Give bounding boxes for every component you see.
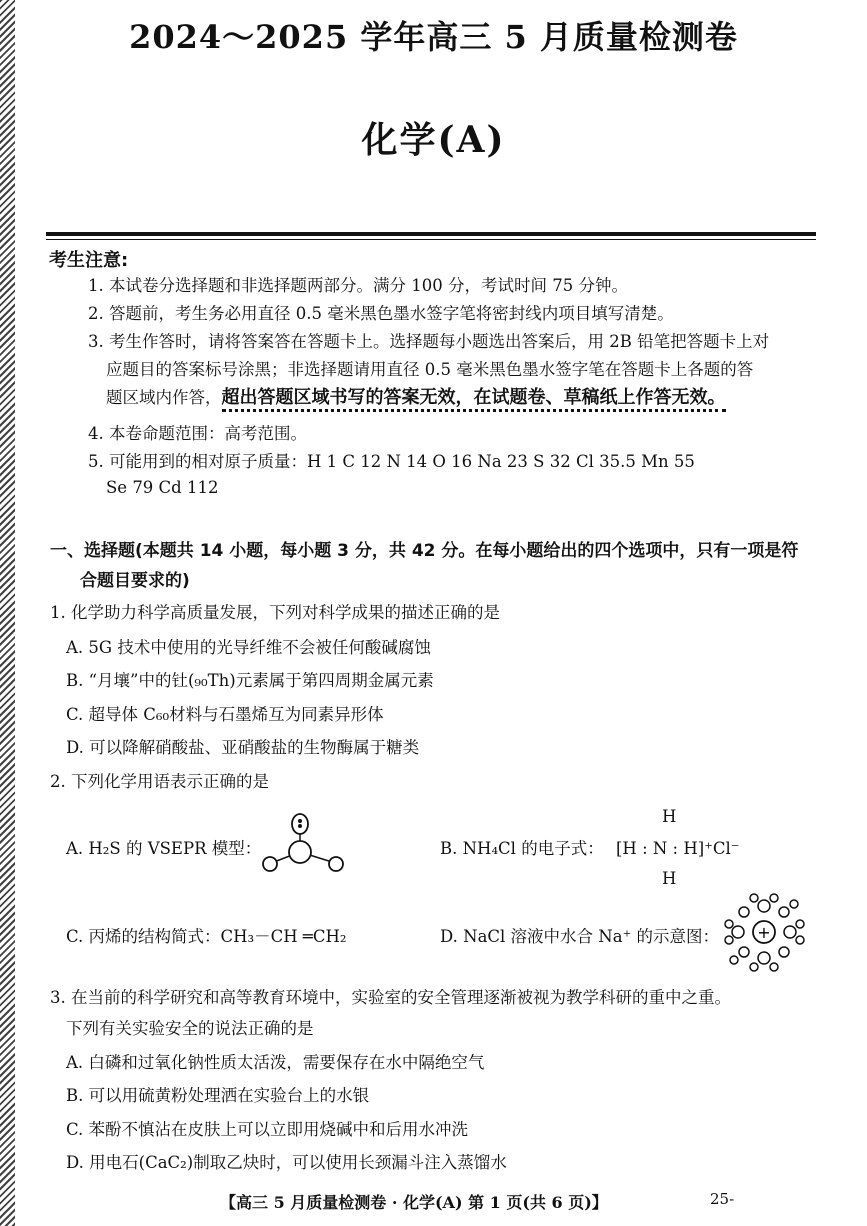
q2-option-a: A. H₂S 的 VSEPR 模型： bbox=[66, 839, 262, 858]
q3-option-d: D. 用电石(CaC₂)制取乙炔时，可以使用长颈漏斗注入蒸馏水 bbox=[66, 1153, 507, 1172]
ion-charge-label: + bbox=[757, 923, 771, 942]
section-heading-line1: 一、选择题(本题共 14 小题，每小题 3 分，共 42 分。在每小题给出的四个选项中，只有一项是符 bbox=[50, 541, 799, 561]
electron-formula: [H : N : H]⁺Cl⁻ bbox=[616, 839, 740, 858]
q1-stem: 1. 化学助力科学高质量发展，下列对科学成果的描述正确的是 bbox=[50, 603, 500, 622]
exam-title: 2024～2025 学年高三 5 月质量检测卷 bbox=[129, 18, 738, 56]
divider-thick bbox=[46, 232, 816, 236]
notice-item-3-line2: 应题目的答案标号涂黑；非选择题请用直径 0.5 毫米黑色墨水签字笔在答题卡上各题的答 bbox=[106, 360, 754, 379]
q2-option-b: B. NH₄Cl 的电子式： bbox=[440, 839, 604, 858]
notice-item-2: 2. 答题前，考生务必用直径 0.5 毫米黑色墨水签字笔将密封线内项目填写清楚。 bbox=[88, 304, 674, 323]
notice-item-5-line1: 5. 可能用到的相对原子质量：H 1 C 12 N 14 O 16 Na 23 S 32 Cl 35.5 Mn 55 bbox=[88, 452, 695, 471]
q1-option-c: C. 超导体 C₆₀材料与石墨烯互为同素异形体 bbox=[66, 705, 384, 724]
vsepr-model-icon bbox=[258, 810, 350, 880]
q3-option-b: B. 可以用硫黄粉处理洒在实验台上的水银 bbox=[66, 1086, 370, 1105]
q2-option-c: C. 丙烯的结构简式：CH₃－CH ═CH₂ bbox=[66, 927, 347, 946]
q1-option-d: D. 可以降解硝酸盐、亚硝酸盐的生物酶属于糖类 bbox=[66, 738, 420, 757]
notice-emphasis: 超出答题区域书写的答案无效，在试题卷、草稿纸上作答无效。 bbox=[222, 387, 726, 412]
notice-item-5-line2: Se 79 Cd 112 bbox=[106, 478, 219, 497]
q2-stem: 2. 下列化学用语表示正确的是 bbox=[50, 772, 269, 791]
q2-option-d: D. NaCl 溶液中水合 Na⁺ 的示意图： bbox=[440, 927, 720, 946]
q3-option-c: C. 苯酚不慎沾在皮肤上可以立即用烧碱中和后用水冲洗 bbox=[66, 1120, 469, 1139]
hydrated-ion-icon bbox=[722, 890, 812, 974]
decorative-border bbox=[0, 0, 15, 1226]
footer-page-info: 【高三 5 月质量检测卷 · 化学(A) 第 1 页(共 6 页)】 bbox=[220, 1193, 608, 1212]
notice-item-4: 4. 本卷命题范围：高考范围。 bbox=[88, 424, 307, 443]
electron-formula-top-h: H bbox=[662, 807, 677, 826]
notice-item-3-text: 题区域内作答， bbox=[106, 388, 222, 407]
divider-thin bbox=[46, 239, 816, 240]
section-heading-line2: 合题目要求的) bbox=[80, 571, 190, 591]
footer-code: 25- bbox=[710, 1190, 735, 1208]
q1-option-a: A. 5G 技术中使用的光导纤维不会被任何酸碱腐蚀 bbox=[66, 638, 431, 657]
notice-heading: 考生注意: bbox=[49, 250, 129, 271]
q1-option-b: B. “月壤”中的钍(₉₀Th)元素属于第四周期金属元素 bbox=[66, 671, 434, 690]
subject-title: 化学(A) bbox=[361, 119, 506, 161]
notice-item-3-line1: 3. 考生作答时，请将答案答在答题卡上。选择题每小题选出答案后，用 2B 铅笔把答题卡上对 bbox=[88, 332, 770, 351]
notice-item-1: 1. 本试卷分选择题和非选择题两部分。满分 100 分，考试时间 75 分钟。 bbox=[88, 276, 628, 295]
electron-formula-bottom-h: H bbox=[662, 869, 677, 888]
q3-option-a: A. 白磷和过氧化钠性质太活泼，需要保存在水中隔绝空气 bbox=[66, 1053, 485, 1072]
q3-stem-line2: 下列有关实验安全的说法正确的是 bbox=[66, 1019, 314, 1038]
q3-stem-line1: 3. 在当前的科学研究和高等教育环境中，实验室的安全管理逐渐被视为教学科研的重中之重。 bbox=[50, 988, 731, 1007]
notice-item-3-line3 bbox=[106, 387, 726, 409]
